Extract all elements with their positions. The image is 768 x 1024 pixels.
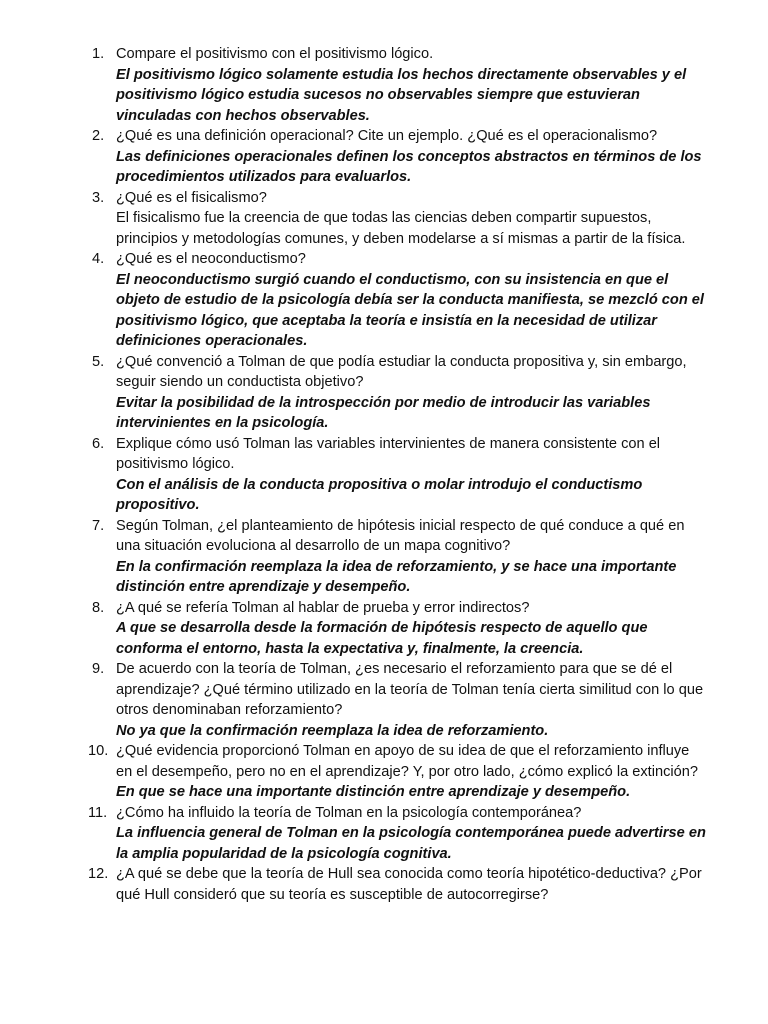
item-number: 10.	[88, 743, 109, 759]
item-number: 9.	[92, 661, 105, 677]
list-item-4	[0, 249, 768, 352]
list-item-2	[0, 126, 768, 188]
answer-text: En la confirmación reemplaza la idea de reforzamiento, y se hace una importante distinción entre aprendizaje y desempeño.	[116, 558, 677, 595]
list-item-6	[0, 434, 768, 516]
answer-text: Las definiciones operacionales definen los conceptos abstractos en términos de los procedimientos utilizados para evaluarlos.	[116, 148, 702, 185]
item-number: 5.	[92, 353, 105, 370]
item-number: 8.	[92, 599, 105, 616]
question-text: Compare el positivismo con el positivismo lógico.	[116, 46, 434, 62]
item-number: 4.	[92, 251, 105, 267]
question-text: ¿Qué es el fisicalismo?	[116, 189, 267, 206]
list-item-3	[0, 188, 768, 250]
answer-text: La influencia general de Tolman en la psicología contemporánea puede advertirse en la amplia popularidad de la psicología cognitiva.	[116, 825, 706, 862]
item-number: 3.	[92, 189, 105, 206]
list-item-12	[0, 864, 768, 905]
question-text: De acuerdo con la teoría de Tolman, ¿es necesario el reforzamiento para que se dé el aprendizaje? ¿Qué término utilizado en la teoría de Tolman tenía cierta similitud con lo que otros denominaban reforzamiento?	[116, 661, 704, 718]
question-text: ¿A qué se refería Tolman al hablar de prueba y error indirectos?	[116, 599, 530, 616]
list-item-11	[0, 803, 768, 865]
item-number: 1.	[92, 46, 105, 62]
answer-text: El neoconductismo surgió cuando el conductismo, con su insistencia en que el objeto de estudio de la psicología debía ser la conducta manifiesta, se mezcló con el positivismo lógico, que aceptaba la teoría e insistía en la necesidad de utilizar definiciones operacionales.	[116, 271, 704, 349]
question-text: ¿Qué es una definición operacional? Cite un ejemplo. ¿Qué es el operacionalismo?	[116, 128, 658, 144]
answer-text: El fisicalismo fue la creencia de que todas las ciencias deben compartir supuestos, principios y metodologías comunes, y deben modelarse a sí mismas a partir de la física.	[116, 210, 686, 247]
question-text: ¿Qué convenció a Tolman de que podía estudiar la conducta propositiva y, sin embargo, seguir siendo un conductista objetivo?	[116, 353, 687, 390]
answer-text: En que se hace una importante distinción entre aprendizaje y desempeño.	[116, 784, 631, 800]
question-text: Según Tolman, ¿el planteamiento de hipótesis inicial respecto de qué conduce a qué en una situación evoluciona al desarrollo de un mapa cognitivo?	[116, 517, 685, 554]
answer-text: Con el análisis de la conducta propositiva o molar introdujo el conductismo propositivo.	[116, 476, 643, 513]
document-page	[0, 44, 768, 905]
question-text: ¿Qué es el neoconductismo?	[116, 251, 306, 267]
list-item-10	[0, 741, 768, 803]
answer-text: A que se desarrolla desde la formación de hipótesis respecto de aquello que conforma el entorno, hasta la expectativa y, finalmente, la creencia.	[116, 620, 648, 657]
list-item-8	[0, 598, 768, 660]
answer-text: Evitar la posibilidad de la introspección por medio de introducir las variables intervinientes en la psicología.	[116, 394, 651, 431]
item-number: 7.	[92, 517, 105, 534]
item-number: 6.	[92, 435, 105, 452]
answer-text: El positivismo lógico solamente estudia los hechos directamente observables y el positivismo lógico estudia sucesos no observables siempre que estuvieran vinculadas con hechos observables.	[116, 66, 687, 124]
question-text: ¿A qué se debe que la teoría de Hull sea conocida como teoría hipotético-deductiva? ¿Por qué Hull consideró que su teoría es susceptible de autocorregirse?	[116, 866, 702, 903]
answer-text: No ya que la confirmación reemplaza la idea de reforzamiento.	[116, 722, 549, 739]
list-item-9	[0, 659, 768, 741]
list-item-7	[0, 516, 768, 598]
item-number: 2.	[92, 128, 105, 144]
item-number: 11.	[88, 804, 108, 821]
item-number: 12.	[88, 866, 109, 882]
question-text: Explique cómo usó Tolman las variables intervinientes de manera consistente con el positivismo lógico.	[116, 435, 661, 472]
list-item-5	[0, 352, 768, 434]
list-item-1	[0, 44, 768, 126]
question-text: ¿Cómo ha influido la teoría de Tolman en la psicología contemporánea?	[116, 804, 582, 821]
question-text: ¿Qué evidencia proporcionó Tolman en apoyo de su idea de que el reforzamiento influye en el desempeño, pero no en el aprendizaje? Y, por otro lado, ¿cómo explicó la extinción?	[116, 743, 698, 780]
